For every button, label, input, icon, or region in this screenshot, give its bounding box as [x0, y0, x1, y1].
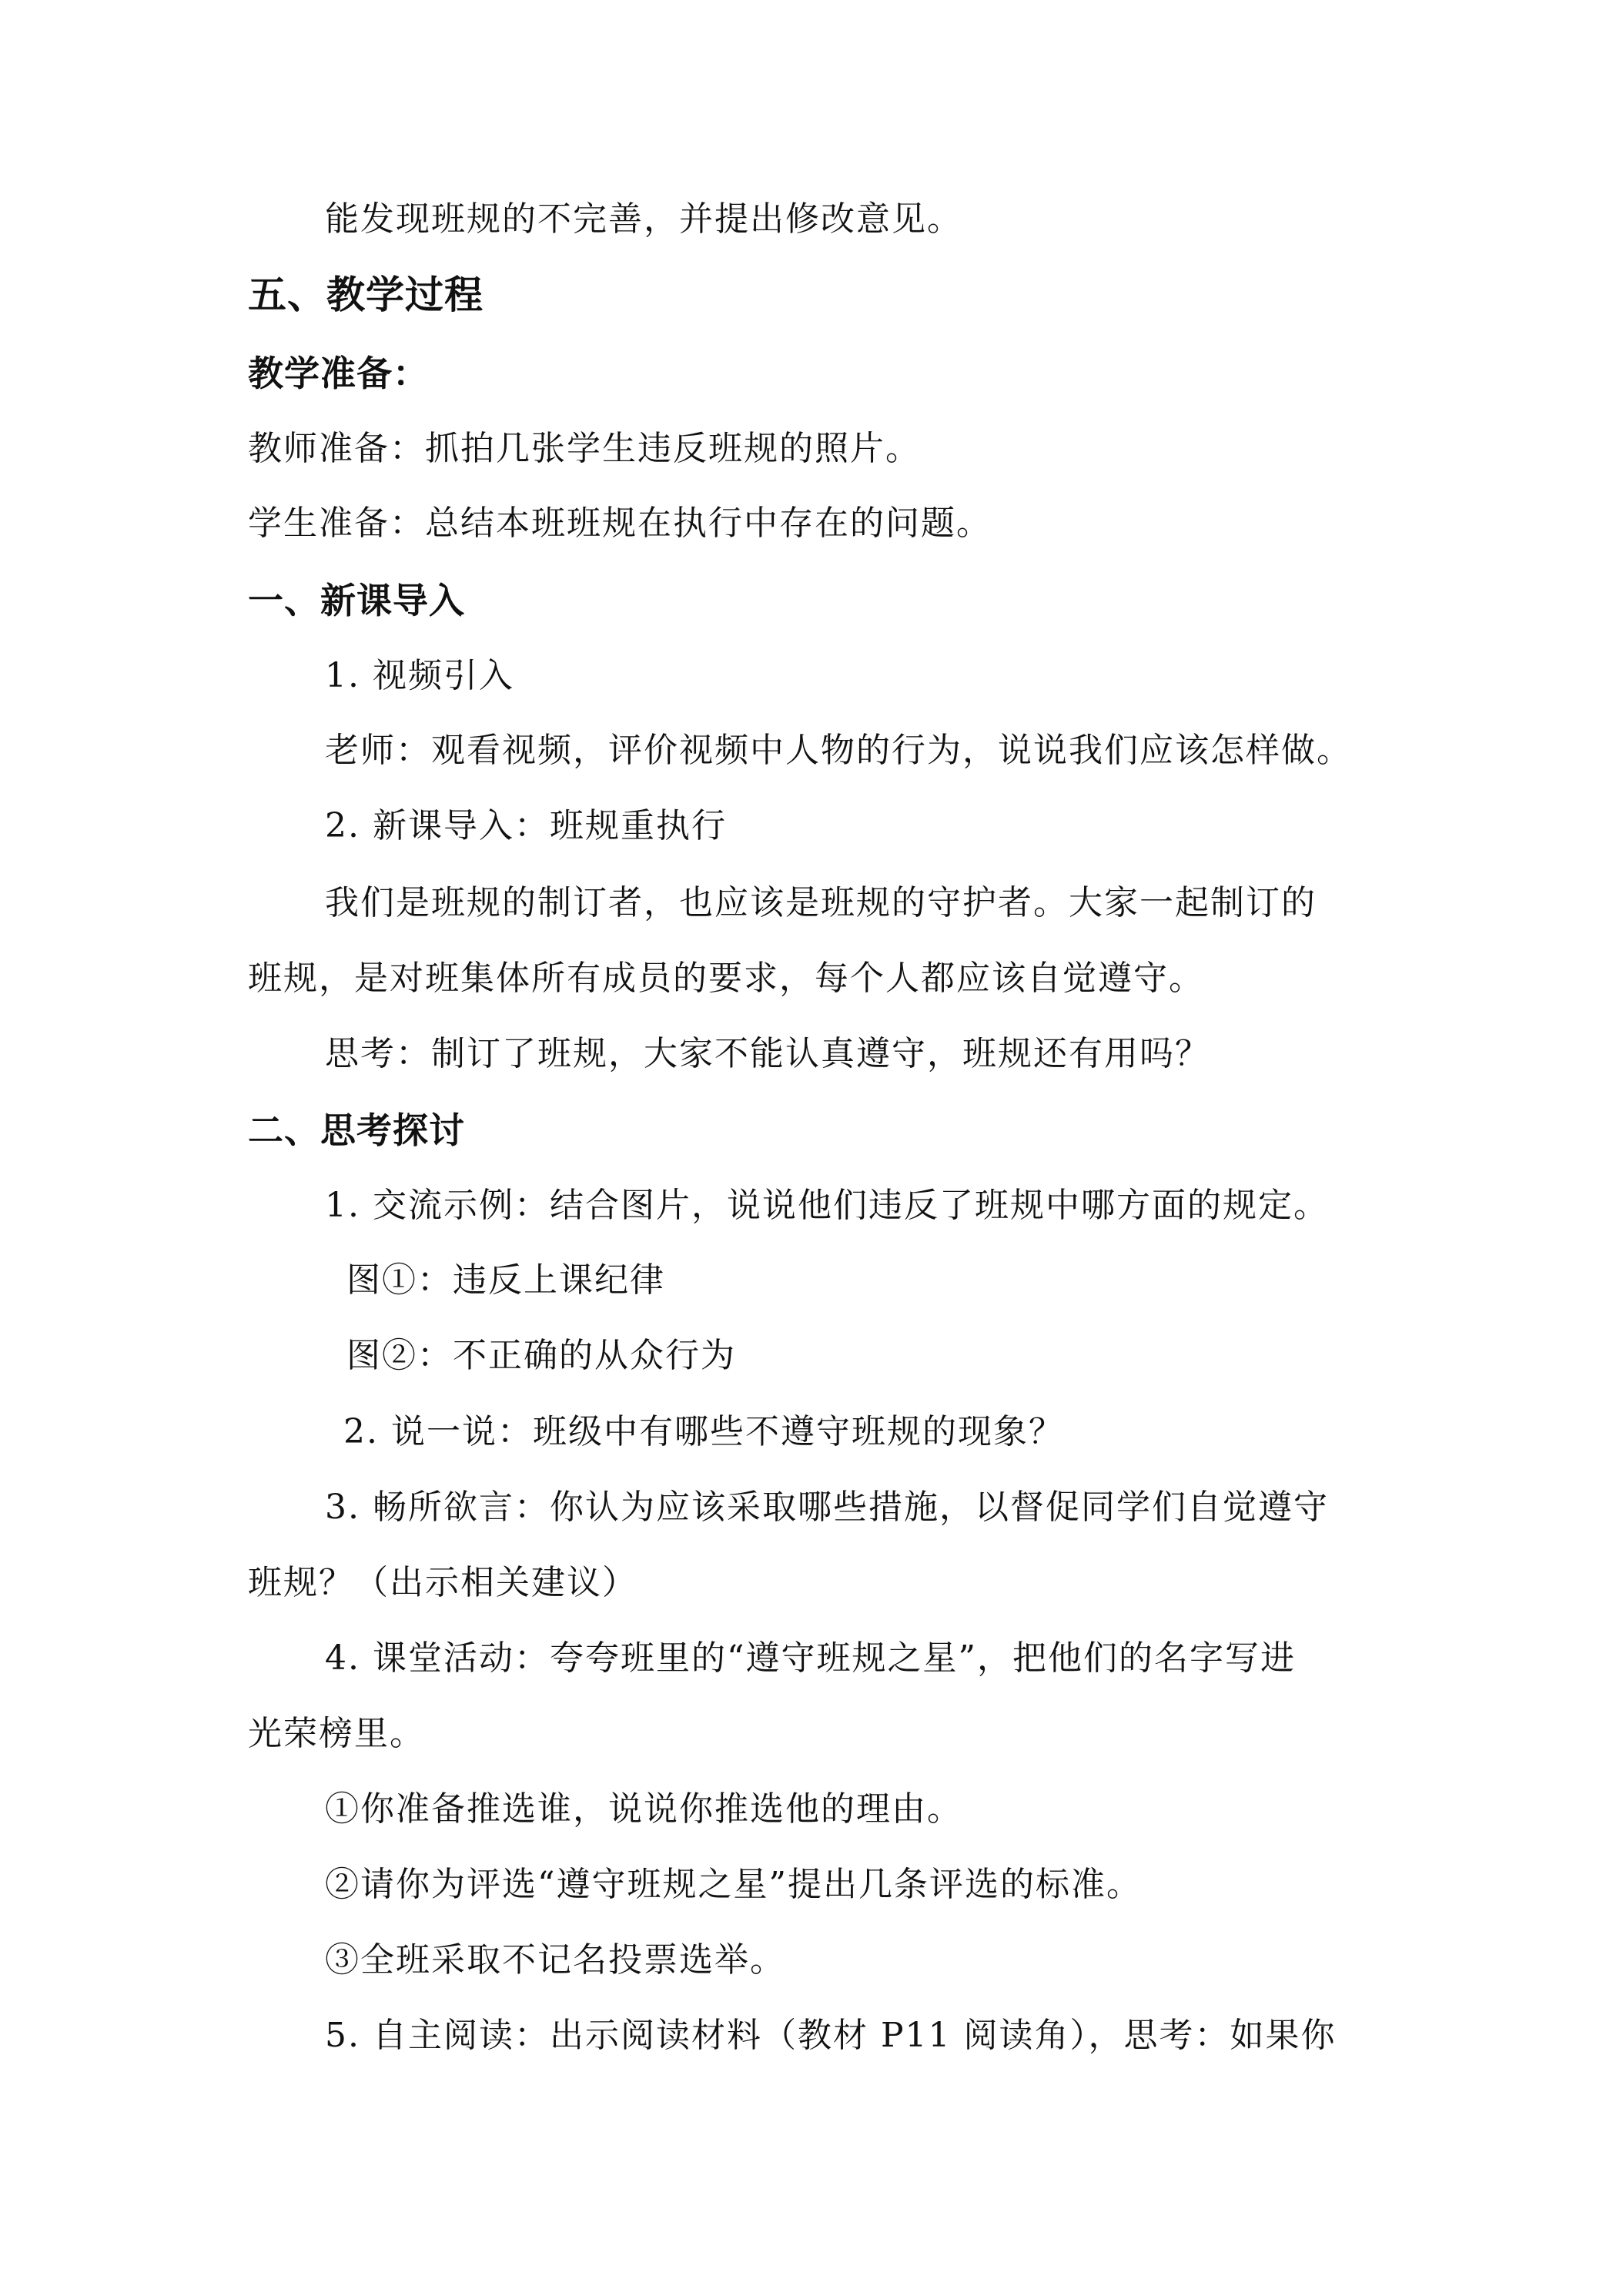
- paragraph-line-1: 我们是班规的制订者，也应该是班规的守护者。大家一起制订的: [325, 883, 1317, 922]
- paragraph-continuation: 能发现班规的不完善，并提出修改意见。: [325, 199, 962, 239]
- item-independent-reading: 5. 自主阅读：出示阅读材料（教材 P11 阅读角），思考：如果你: [325, 2016, 1337, 2055]
- item-free-discussion-line-2: 班规？（出示相关建议）: [248, 1563, 637, 1602]
- thinking-question-line: 思考：制订了班规，大家不能认真遵守，班规还有用吗？: [325, 1034, 1210, 1073]
- item-free-discussion-line-1: 3. 畅所欲言：你认为应该采取哪些措施，以督促同学们自觉遵守: [325, 1488, 1329, 1527]
- subheading-teaching-preparation: 教学准备：: [248, 353, 429, 394]
- activity-step-2: ②请你为评选“遵守班规之星”提出几条评选的标准。: [325, 1865, 1142, 1904]
- activity-step-1: ①你准备推选谁，说说你推选他的理由。: [325, 1789, 962, 1829]
- item-speak-up: 2. 说一说：班级中有哪些不遵守班规的现象？: [343, 1412, 1064, 1451]
- item-class-activity-line-1: 4. 课堂活动：夸夸班里的“遵守班规之星”，把他们的名字写进: [325, 1638, 1296, 1678]
- section-heading-discussion: 二、思考探讨: [248, 1110, 465, 1151]
- activity-step-3: ③全班采取不记名投票选举。: [325, 1940, 785, 1980]
- figure-2-caption: 图②：不正确的从众行为: [346, 1336, 736, 1375]
- item-video-intro: 1. 视频引入: [325, 656, 514, 695]
- teacher-instruction-line: 老师：观看视频，评价视频中人物的行为，说说我们应该怎样做。: [325, 731, 1352, 770]
- item-exchange-example: 1. 交流示例：结合图片，说说他们违反了班规中哪方面的规定。: [325, 1186, 1329, 1225]
- section-heading-new-lesson-intro: 一、新课导入: [248, 580, 465, 621]
- item-new-lesson-intro: 2. 新课导入：班规重执行: [325, 806, 727, 845]
- teacher-preparation-line: 教师准备：抓拍几张学生违反班规的照片。: [248, 429, 921, 468]
- section-heading-teaching-process: 五、教学过程: [248, 273, 484, 317]
- paragraph-line-2: 班规，是对班集体所有成员的要求，每个人都应该自觉遵守。: [248, 959, 1204, 998]
- student-preparation-line: 学生准备：总结本班班规在执行中存在的问题。: [248, 504, 992, 543]
- figure-1-caption: 图①：违反上课纪律: [346, 1260, 665, 1300]
- item-class-activity-line-2: 光荣榜里。: [248, 1714, 425, 1753]
